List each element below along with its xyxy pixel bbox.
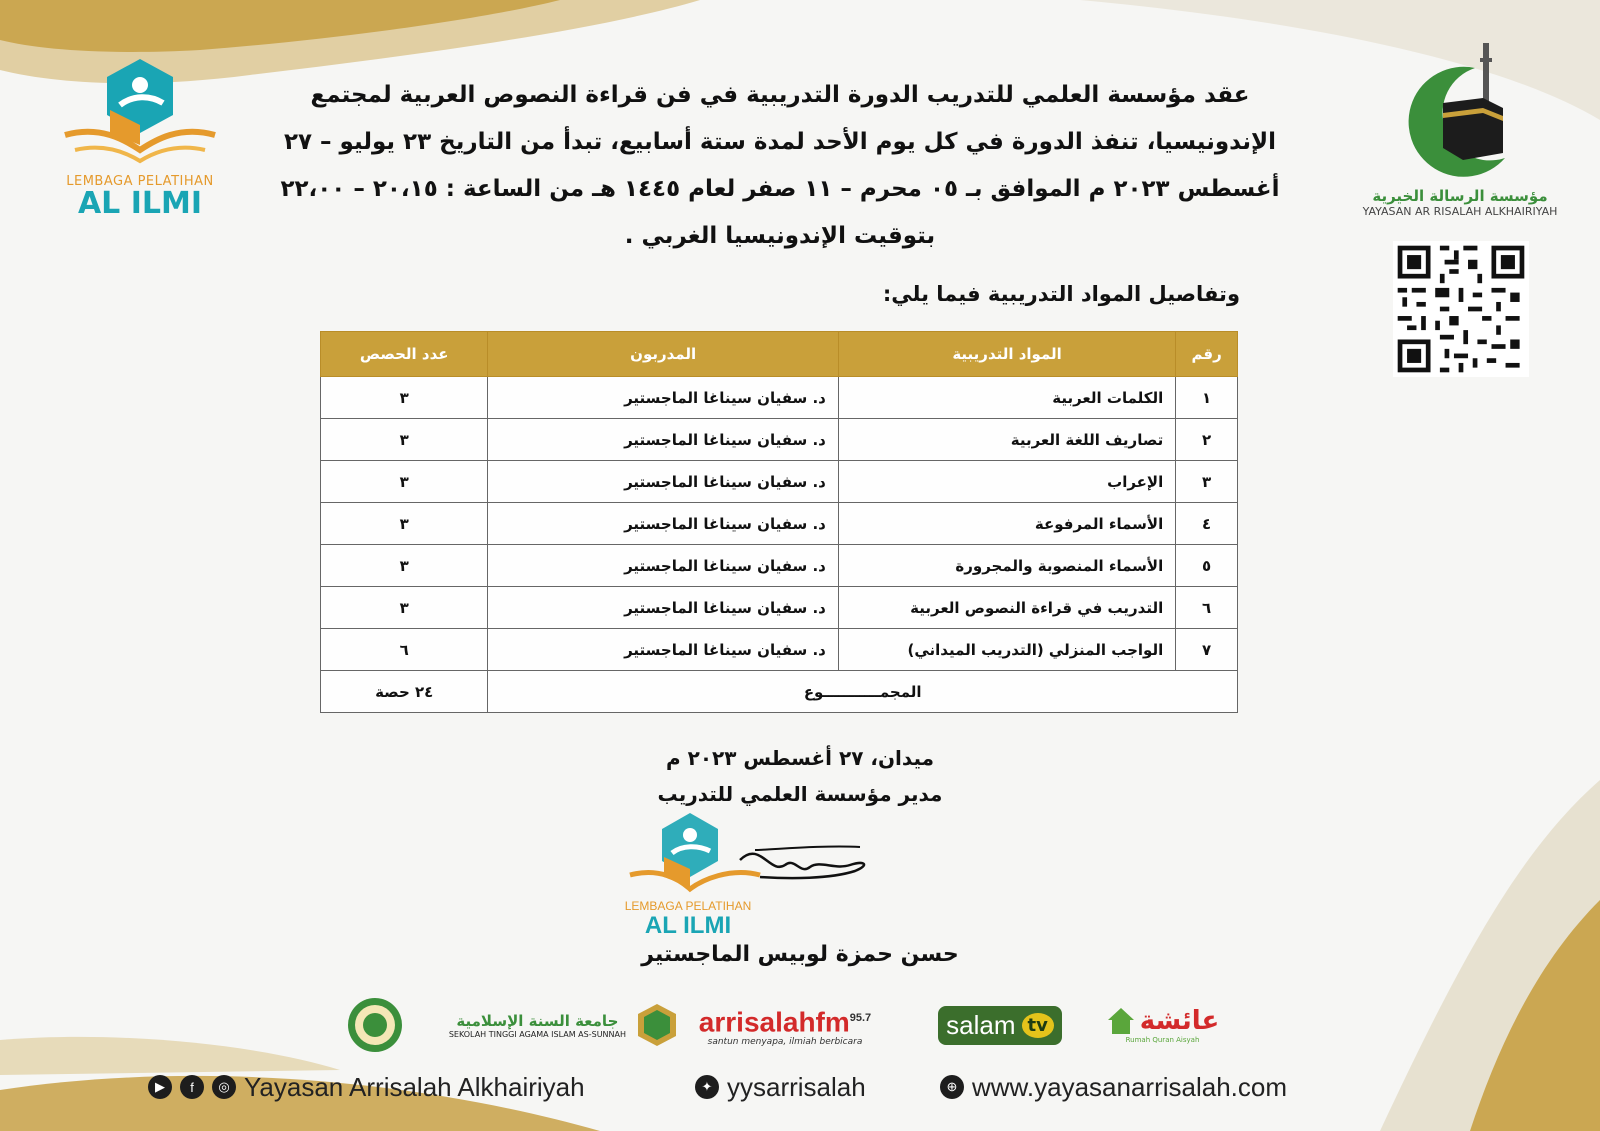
intro-paragraph	[270, 72, 1290, 260]
total-label: المجمـــــــــــوع	[488, 671, 1238, 713]
signature-stamp	[624, 805, 820, 945]
al-ilmi-logo	[55, 55, 225, 225]
row-material: الأسماء المرفوعة	[838, 503, 1175, 545]
intro-line-1: عقد مؤسسة العلمي للتدريب الدورة التدريبية في فن قراءة النصوص العربية لمجتمع	[310, 82, 1250, 108]
row-num: ١	[1176, 377, 1238, 419]
table-total-row	[321, 671, 1238, 713]
row-count: ٣	[321, 587, 488, 629]
arrisalah-fm-logo-text: arrisalahfm	[698, 1006, 850, 1038]
row-count: ٦	[321, 629, 488, 671]
org-name-arabic: مؤسسة الرسالة الخيرية	[1372, 187, 1548, 205]
header-num: رقم	[1176, 332, 1238, 377]
logo-subtitle: LEMBAGA PELATIHAN	[66, 174, 214, 189]
partner-aisyah	[1100, 995, 1225, 1055]
row-count: ٣	[321, 419, 488, 461]
kaaba-crescent-emblem-icon	[1405, 38, 1515, 183]
aisyah-subtitle: Rumah Quran Aisyah	[1125, 1036, 1200, 1044]
ar-risalah-logo	[1360, 38, 1560, 238]
row-count: ٣	[321, 377, 488, 419]
header-material: المواد التدريبية	[838, 332, 1175, 377]
details-heading: وتفاصيل المواد التدريبية فيما يلي:	[882, 282, 1240, 306]
stai-name-latin: SEKOLAH TINGGI AGAMA ISLAM AS-SUNNAH	[448, 1029, 626, 1039]
place-date: ميدان، ٢٧ أغسطس ٢٠٢٣ م	[665, 746, 935, 770]
row-trainer: د. سفيان سيناغا الماجستير	[488, 629, 838, 671]
row-material: التدريب في قراءة النصوص العربية	[838, 587, 1175, 629]
table-row	[321, 587, 1238, 629]
youtube-icon[interactable]: ▶	[148, 1075, 172, 1099]
seal-emblem-icon	[346, 996, 404, 1054]
logo-title: AL ILMI	[77, 186, 203, 221]
twitter-handle: yysarrisalah	[727, 1071, 866, 1102]
row-num: ٤	[1176, 503, 1238, 545]
row-num: ٥	[1176, 545, 1238, 587]
signature-stamp-icon	[620, 805, 900, 945]
signer-name: حسن حمزة لوبيس الماجستير	[641, 942, 959, 967]
al-ilmi-emblem-icon	[55, 55, 225, 170]
row-count: ٣	[321, 503, 488, 545]
row-count: ٣	[321, 545, 488, 587]
qr-code[interactable]	[1393, 241, 1529, 377]
partner-stai-as-sunnah	[425, 995, 680, 1055]
header-trainer: المدربون	[488, 332, 838, 377]
aisyah-name: عائشة	[1139, 1006, 1220, 1036]
row-material: الكلمات العربية	[838, 377, 1175, 419]
partner-arrisalah-fm	[695, 995, 875, 1055]
row-num: ٣	[1176, 461, 1238, 503]
partner-seal-logo	[340, 995, 410, 1055]
facebook-icon[interactable]: f	[180, 1075, 204, 1099]
row-material: الأسماء المنصوبة والمجرورة	[838, 545, 1175, 587]
course-table	[320, 331, 1238, 713]
row-material: الواجب المنزلي (التدريب الميداني)	[838, 629, 1175, 671]
partner-logos	[340, 995, 1240, 1055]
twitter-icon[interactable]: ✦	[695, 1075, 719, 1099]
intro-line-4: بتوقيت الإندونيسيا الغربي .	[624, 223, 936, 249]
row-count: ٣	[321, 461, 488, 503]
arrisalah-fm-tagline: santun menyapa, ilmiah berbicara	[707, 1037, 863, 1048]
website-url[interactable]: www.yayasanarrisalah.com	[972, 1071, 1288, 1102]
row-num: ٧	[1176, 629, 1238, 671]
row-num: ٢	[1176, 419, 1238, 461]
row-trainer: د. سفيان سيناغا الماجستير	[488, 377, 838, 419]
footer-social[interactable]	[148, 1065, 585, 1109]
signer-title: مدير مؤسسة العلمي للتدريب	[657, 782, 943, 806]
row-trainer: د. سفيان سيناغا الماجستير	[488, 587, 838, 629]
header-count: عدد الحصص	[321, 332, 488, 377]
org-name-latin: YAYASAN AR RISALAH ALKHAIRIYAH	[1362, 205, 1558, 218]
row-material: الإعراب	[838, 461, 1175, 503]
house-icon	[1106, 1006, 1136, 1036]
table-row	[321, 545, 1238, 587]
social-handle: Yayasan Arrisalah Alkhairiyah	[244, 1071, 585, 1102]
instagram-icon[interactable]: ◎	[212, 1075, 236, 1099]
row-trainer: د. سفيان سيناغا الماجستير	[488, 503, 838, 545]
row-trainer: د. سفيان سيناغا الماجستير	[488, 419, 838, 461]
table-header-row	[321, 332, 1238, 377]
salam-tv-badge: tv	[1022, 1013, 1054, 1038]
intro-line-3: أغسطس ٢٠٢٣ م الموافق بـ ٠٥ محرم – ١١ صفر لعام ١٤٤٥ هـ من الساعة : ٢٠،١٥ – ٢٢،٠٠	[280, 176, 1280, 202]
table-row	[321, 377, 1238, 419]
salam-tv-text: salam	[946, 1009, 1016, 1040]
row-num: ٦	[1176, 587, 1238, 629]
row-material: تصاريف اللغة العربية	[838, 419, 1175, 461]
footer-twitter[interactable]	[695, 1065, 866, 1109]
table-row	[321, 503, 1238, 545]
table-row	[321, 629, 1238, 671]
table-row	[321, 419, 1238, 461]
intro-line-2: الإندونيسيا، تنفذ الدورة في كل يوم الأحد لمدة ستة أسابيع، تبدأ من التاريخ ٢٣ يوليو – ٢٧	[283, 129, 1277, 155]
svg-text:LEMBAGA PELATIHAN: LEMBAGA PELATIHAN	[624, 899, 752, 913]
footer-website[interactable]	[940, 1065, 1287, 1109]
stai-name-arabic: جامعة السنة الإسلامية	[456, 1011, 619, 1030]
svg-text:AL ILMI: AL ILMI	[644, 912, 732, 939]
footer	[140, 1065, 1360, 1109]
partner-salam-tv	[925, 995, 1075, 1055]
row-trainer: د. سفيان سيناغا الماجستير	[488, 545, 838, 587]
globe-icon: ⊕	[940, 1075, 964, 1099]
table-row	[321, 461, 1238, 503]
signature-block	[560, 740, 1040, 812]
stai-emblem-icon	[634, 1002, 680, 1048]
row-trainer: د. سفيان سيناغا الماجستير	[488, 461, 838, 503]
total-value: ٢٤ حصة	[321, 671, 488, 713]
fm-frequency: 95.7	[849, 1011, 872, 1024]
